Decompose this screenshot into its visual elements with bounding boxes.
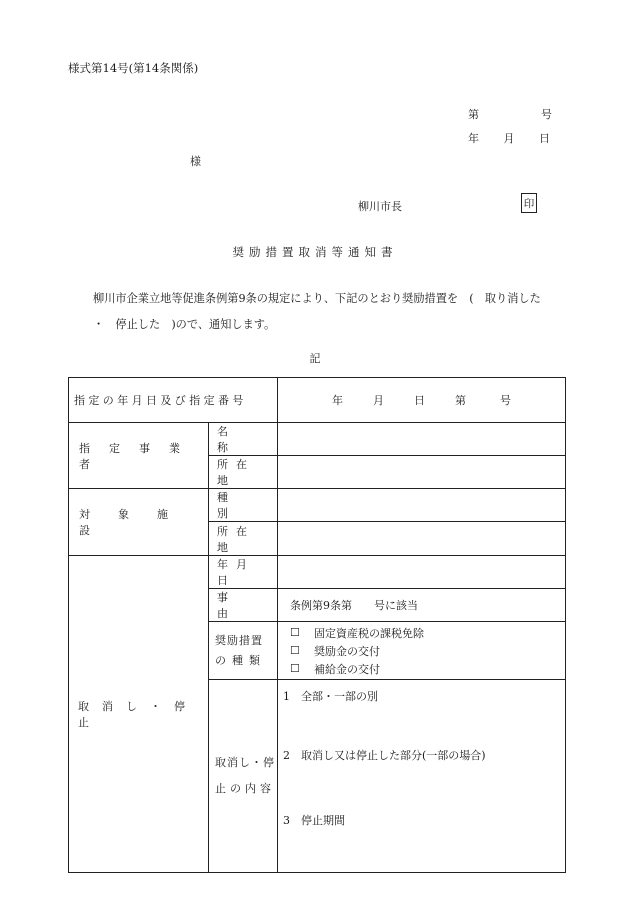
- measure-label-line-1: 奨励措置: [215, 633, 263, 647]
- business-address-label-cell: [209, 456, 278, 489]
- designation-value-cell: [278, 378, 566, 423]
- cancel-label-cell: [69, 556, 209, 873]
- designation-label-cell: [69, 378, 278, 423]
- facility-address-label: 所在地: [217, 524, 255, 554]
- designation-month: 月: [373, 394, 384, 407]
- business-label-cell: [69, 423, 209, 489]
- business-name-input[interactable]: [278, 423, 566, 456]
- facility-label: 対象施設: [79, 508, 196, 537]
- date-label: 年月日: [217, 558, 255, 587]
- date-year: 年: [468, 132, 479, 145]
- addressee-suffix: 様: [190, 155, 201, 168]
- business-name-label: 名称: [217, 425, 252, 454]
- business-label: 指定事業者: [79, 441, 199, 471]
- notification-table: [68, 377, 566, 873]
- document-title: 奨励措置取消等通知書: [232, 245, 398, 259]
- body-line-1: 柳川市企業立地等促進条例第9条の規定により、下記のとおり奨励措置を ( 取り消した: [93, 292, 541, 305]
- designation-year: 年: [332, 394, 343, 407]
- checkbox-icon[interactable]: ☐: [290, 626, 300, 639]
- facility-type-label: 種別: [217, 491, 252, 520]
- measure-option[interactable]: [278, 642, 565, 660]
- measure-option-label: 補給金の交付: [314, 662, 380, 676]
- measure-option-label: 固定資産税の課税免除: [314, 626, 424, 640]
- designation-day: 日: [414, 394, 425, 407]
- designation-dai: 第: [455, 394, 466, 407]
- designation-label: 指定の年月日及び指定番号: [74, 394, 247, 407]
- body-line-2: ・ 停止した )ので、通知します。: [93, 318, 276, 331]
- content-item-3: 3 停止期間: [283, 814, 345, 827]
- business-name-label-cell: [209, 423, 278, 456]
- designation-go: 号: [500, 394, 511, 407]
- cancel-date-input[interactable]: [278, 556, 566, 589]
- content-item-1: 1 全部・一部の別: [283, 690, 378, 703]
- business-address-label: 所在地: [217, 458, 255, 487]
- content-item-2: 2 取消し又は停止した部分(一部の場合): [283, 749, 486, 762]
- checkbox-icon[interactable]: ☐: [290, 644, 300, 657]
- facility-address-label-cell: [209, 522, 278, 556]
- table-row: [69, 378, 566, 423]
- table-row: [69, 489, 566, 522]
- measure-label-line-2: の種類: [215, 653, 266, 667]
- designation-value: [278, 392, 565, 408]
- reason-value-cell: [278, 589, 566, 622]
- date-day: 日: [539, 132, 550, 145]
- date-label-cell: [209, 556, 278, 589]
- content-items-cell: [278, 680, 566, 873]
- facility-address-input[interactable]: [278, 522, 566, 556]
- reason-value: 条例第9条第 号に該当: [290, 599, 418, 612]
- business-address-input[interactable]: [278, 456, 566, 489]
- measure-options-cell: [278, 622, 566, 680]
- seal-stamp: 印: [521, 193, 537, 213]
- ki-heading: 記: [309, 352, 321, 365]
- mayor-name: 柳川市長: [358, 200, 402, 213]
- content-label-line-2: 止の内容: [215, 782, 275, 795]
- facility-label-cell: [69, 489, 209, 556]
- measure-option-label: 奨励金の交付: [314, 644, 380, 658]
- reason-label: 事由: [217, 591, 252, 620]
- reason-label-cell: [209, 589, 278, 622]
- form-number: 様式第14号(第14条関係): [68, 61, 199, 75]
- measure-option[interactable]: [278, 660, 565, 678]
- measure-option[interactable]: [278, 624, 565, 642]
- checkbox-icon[interactable]: ☐: [290, 662, 300, 675]
- facility-type-input[interactable]: [278, 489, 566, 522]
- content-label-line-1: 取消し・停: [215, 756, 275, 769]
- cancel-label: 取消し・停止: [78, 700, 198, 729]
- document-number: [468, 106, 552, 122]
- content-label-cell: [209, 680, 278, 873]
- measure-label-cell: [209, 622, 278, 680]
- date-month: 月: [503, 132, 515, 145]
- number-dai: 第: [468, 108, 479, 121]
- facility-type-label-cell: [209, 489, 278, 522]
- document-date: [468, 130, 550, 146]
- table-row: [69, 423, 566, 456]
- number-go: 号: [541, 108, 552, 121]
- table-row: [69, 556, 566, 589]
